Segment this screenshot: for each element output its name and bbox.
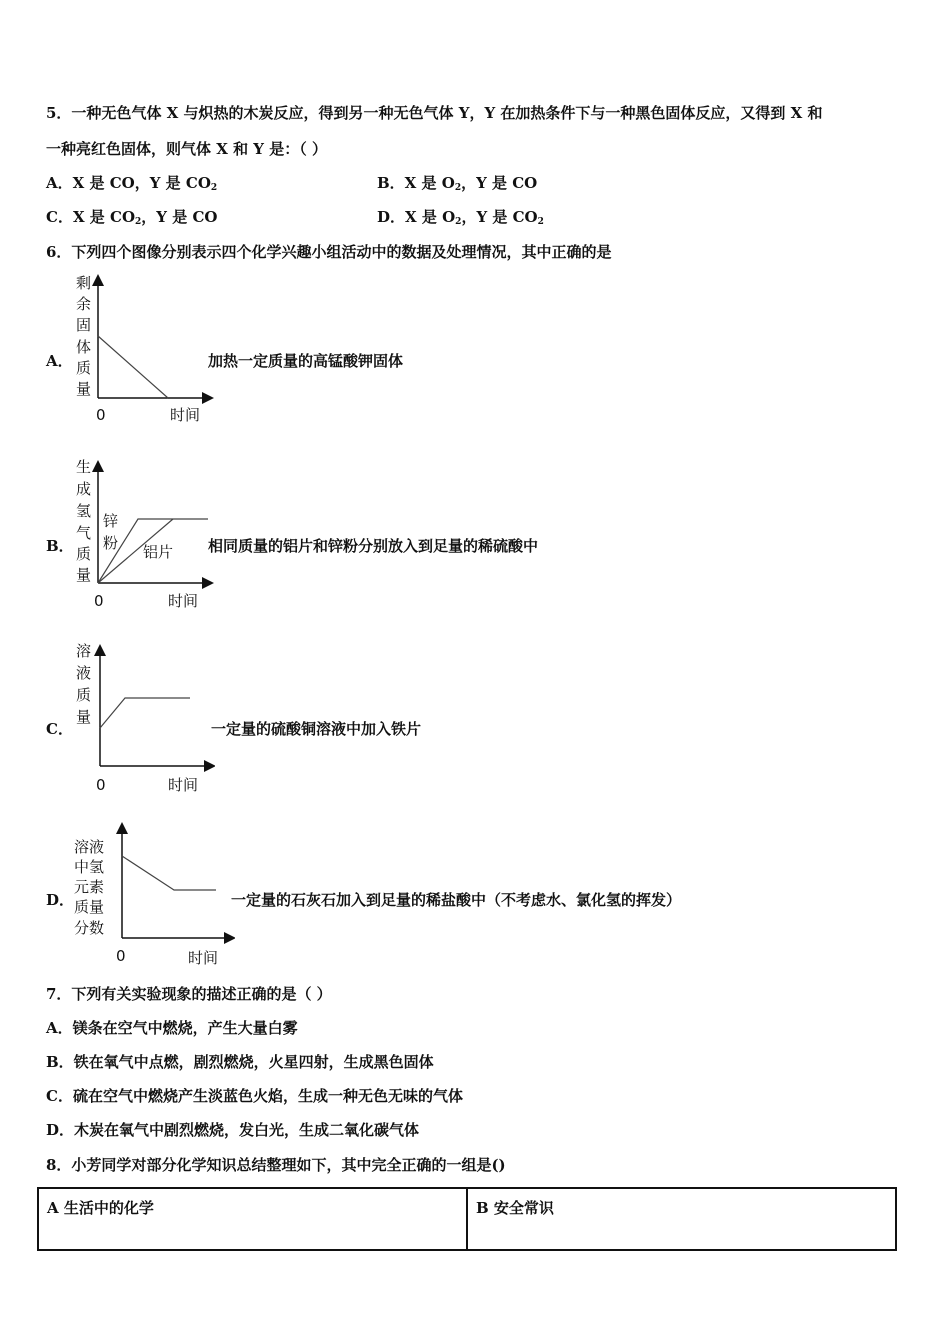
y-label-char: 量	[76, 708, 92, 726]
q5-stem-line2: 一种亮红色固体，则气体 X 和 Y 是：（ ）	[46, 140, 327, 158]
series-label-aluminum: 铝片	[143, 543, 174, 561]
q6-graph-a	[70, 270, 215, 430]
y-label-char: 液	[76, 664, 92, 682]
y-label-char: 气	[76, 524, 92, 542]
y-label-char: 溶	[76, 642, 92, 660]
origin-label: 0	[94, 592, 104, 610]
q5-option-b[interactable]: B．X 是 $O_2$，Y 是 CO	[377, 174, 538, 193]
y-label-char: 体	[76, 338, 92, 356]
curve	[100, 698, 190, 728]
q6-option-a-desc: 加热一定质量的高锰酸钾固体	[208, 352, 404, 370]
q6-option-b-letter[interactable]: B．	[46, 537, 74, 555]
y-label-char: 量	[76, 380, 92, 398]
table-row	[38, 1188, 896, 1250]
q6-option-c-desc: 一定量的硫酸铜溶液中加入铁片	[211, 720, 422, 738]
y-label-char: 固	[76, 316, 92, 334]
q6-option-d-letter[interactable]: D．	[46, 891, 75, 909]
q6-graph-b	[70, 456, 215, 616]
q6-graph-c	[70, 638, 215, 798]
y-label-char: 质	[76, 545, 92, 563]
x-label: 时间	[168, 592, 199, 610]
table-cell-b: B 安全常识	[467, 1188, 896, 1250]
q5-option-a[interactable]: A．X 是 CO，Y 是 $CO_2$	[46, 174, 218, 193]
series-label-zinc: 锌	[103, 512, 119, 530]
q6-option-d-desc: 一定量的石灰石加入到足量的稀盐酸中（不考虑水、氯化氢的挥发）	[231, 891, 682, 909]
q6-graph-d	[70, 820, 235, 972]
origin-label: 0	[96, 406, 106, 424]
q7-option-d[interactable]: D．木炭在氧气中剧烈燃烧，发白光，生成二氧化碳气体	[46, 1121, 420, 1139]
x-label: 时间	[168, 776, 199, 794]
q5-stem-line1: 5．一种无色气体 X 与炽热的木炭反应，得到另一种无色气体 Y，Y 在加热条件下与一种黑色固体反应，又得到 X 和	[46, 104, 823, 122]
y-label-char: 剩	[76, 274, 92, 292]
q6-stem: 6．下列四个图像分别表示四个化学兴趣小组活动中的数据及处理情况，其中正确的是	[46, 243, 612, 261]
origin-label: 0	[96, 776, 106, 794]
y-label-line: 溶液	[74, 838, 105, 856]
x-label: 时间	[170, 406, 201, 424]
y-label-line: 质量	[74, 898, 105, 916]
y-label-char: 余	[76, 295, 92, 313]
q7-option-b[interactable]: B．铁在氧气中点燃，剧烈燃烧，火星四射，生成黑色固体	[46, 1053, 434, 1071]
series-label-zinc: 粉	[103, 534, 119, 552]
y-label-char: 生	[76, 458, 92, 476]
q8-table	[37, 1187, 897, 1251]
q5-option-d[interactable]: D．X 是 $O_2$，Y 是 $CO_2$	[377, 208, 544, 227]
y-label-char: 成	[76, 480, 92, 498]
curve	[122, 856, 216, 890]
q6-option-c-letter[interactable]: C．	[46, 720, 73, 738]
table-cell-a: A 生活中的化学	[38, 1188, 467, 1250]
q5-option-c[interactable]: C．X 是 $CO_2$，Y 是 CO	[46, 208, 218, 227]
origin-label: 0	[116, 947, 126, 965]
y-label-char: 氢	[76, 502, 92, 520]
q8-stem: 8．小芳同学对部分化学知识总结整理如下，其中完全正确的一组是()	[46, 1156, 506, 1174]
q7-option-a[interactable]: A．镁条在空气中燃烧，产生大量白雾	[46, 1019, 298, 1037]
y-label-char: 质	[76, 359, 92, 377]
y-label-line: 分数	[74, 919, 105, 937]
x-label: 时间	[188, 949, 219, 967]
q7-option-c[interactable]: C．硫在空气中燃烧产生淡蓝色火焰，生成一种无色无味的气体	[46, 1087, 463, 1105]
q6-option-b-desc: 相同质量的铝片和锌粉分别放入到足量的稀硫酸中	[208, 537, 539, 555]
q7-stem: 7．下列有关实验现象的描述正确的是（ ）	[46, 985, 332, 1003]
curve	[98, 336, 168, 398]
y-label-char: 量	[76, 566, 92, 584]
y-label-line: 元素	[74, 878, 105, 896]
y-label-char: 质	[76, 686, 92, 704]
q6-option-a-letter[interactable]: A．	[46, 352, 73, 370]
y-label-line: 中氢	[74, 858, 105, 876]
